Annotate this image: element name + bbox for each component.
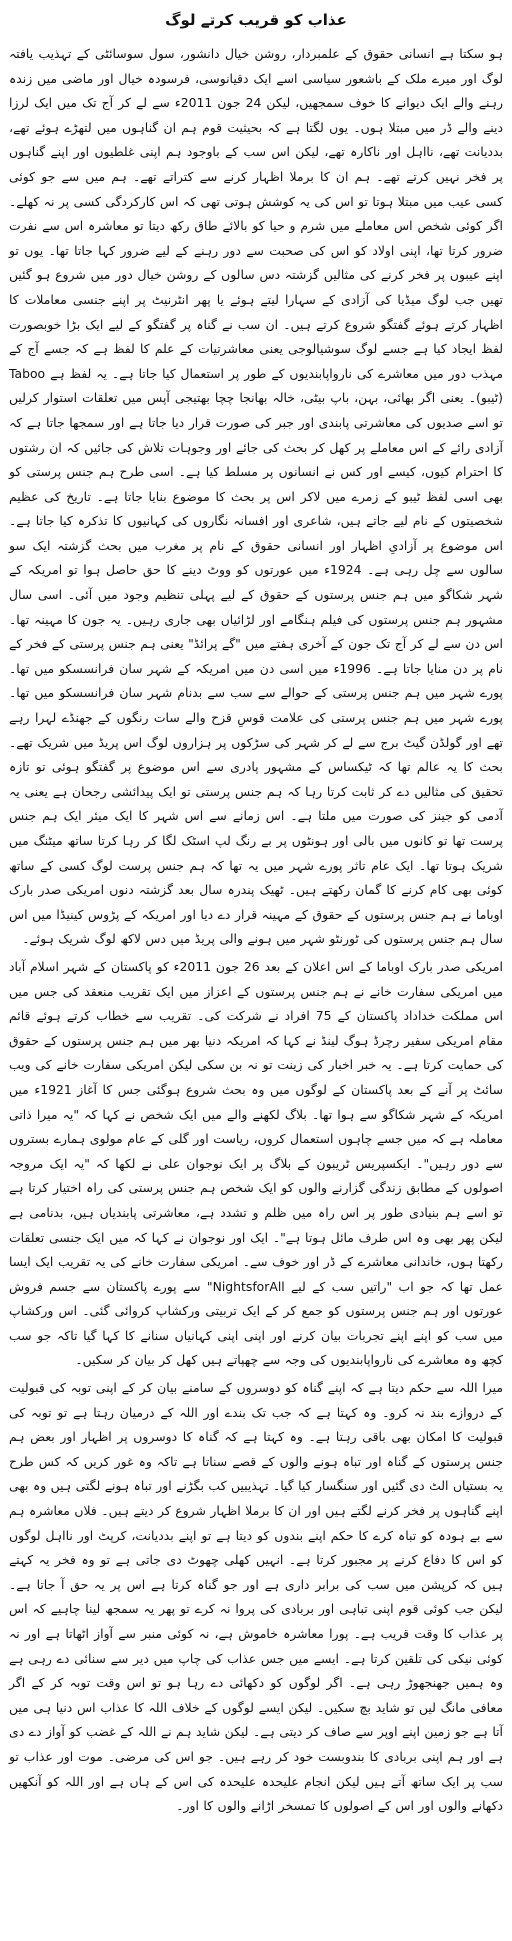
- article-paragraph-3: میرا اللہ سے حکم دیتا ہے کہ اپنے گناہ کو دوسروں کے سامنے بیان کر کے اپنی توبہ کی قبولیت کے دروازے بند نہ کرو۔ وہ کہتا ہے کہ جب تک بندے اور اللہ کے درمیان رہتا ہے تو توبہ کی قبولیت کا امکان بھی باقی رہتا ہے۔ وہ کہتا ہے کہ گناہ کا دوسروں پر اظہار اور بعض ہم جنس پرستوں کے گناہ اور تباہ ہونے والوں کے قصے سناتا ہے تاکہ وہ غور کریں کہ کس طرح یہ بستیاں الٹ دی گئیں اور سنگسار کیا گیا۔ تہذیبیں کب بگڑنے اور تباہ ہونے لگتی ہیں وہ بھی اپنے گناہوں پر فخر کرنے لگتے ہیں اور ان کا برملا اظہار شروع کر دیتے ہیں۔ فلاں معاشرہ ہم سے بے ہودہ کو تباہ کرے کا حکم اپنے بندوں کو دیتا ہے تو اپنے بددیانت، کرپٹ اور نااہل لوگوں کو اس کا دفاع کرنے پر مجبور کرتا ہے۔ انہیں کھلی چھوٹ دی جاتی ہے تو وہ فخر یہ کہتے ہیں کہ کرپشن میں سب کی برابر داری ہے اور جو گناہ کرتا ہے اس پر یہ حق آ جاتا ہے۔ لیکن جب کوئی قوم اپنی تباہی اور بربادی کی پروا نہ کرے تو پھر یہ سمجھ لینا چاہیے کہ اس پر عذاب کا وقت قریب ہے۔ پورا معاشرہ خاموش ہے، نہ کوئی منبر سے آواز اٹھاتا ہے اور نہ کوئی نیکی کی تلقین کرتا ہے۔ ایسے میں جس عذاب کی چاپ میں دیر سے سنائی دے رہی ہے وہ ہمیں جھنجھوڑ رہی ہے۔ اگر لوگوں کو دکھائی دے رہا ہو تو اس وقت توبہ کر کے اگر معافی مانگ لیں تو شاید بچ سکیں۔ لیکن ایسے لوگوں کے خلاف اللہ کا عذاب اس دنیا ہی میں آتا ہے جو زمین اپنے اوپر سے صاف کر دیتی ہے۔ لیکن شاید ہم نے اللہ کے غضب کو آواز دے دی ہے اور ہم اپنی بربادی کا بندوبست خود کر رہے ہیں۔ جو اس کی مرضی۔ موت اور عذاب تو سب پر ایک ساتھ آتے ہیں لیکن انجام علیحدہ علیحدہ کی اس کے ہاں ہے اور اللہ کو آنکھیں دکھانے والوں اور اس کے اصولوں کا تمسخر اڑانے والوں کا اور۔: [9, 1380, 503, 1814]
- article-title: عذاب کو قریب کرتے لوگ: [165, 11, 347, 29]
- article-paragraph-2: امریکی صدر بارک اوباما کے اس اعلان کے بعد 26 جون 2011ء کو پاکستان کے شہر اسلام آباد میں امریکی سفارت خانے نے ہم جنس پرستوں کے اعزاز میں ایک تقریب منعقد کی جس میں اس مملکت خداداد پاکستان کے 75 افراد نے شرکت کی۔ تقریب سے خطاب کرتے ہوئے قائم مقام امریکی سفیر رچرڈ ہوگ لینڈ نے کہا کہ امریکہ دنیا بھر میں ہم جنس پرستوں کے حقوق کی حمایت کرتا ہے۔ یہ خبر اخبار کی زینت تو نہ بن سکی لیکن امریکی سفارت خانے کی ویب سائٹ پر آنے کے بعد پاکستان کے لوگوں میں وہ بحث شروع ہوگئی جس کا آغاز 1921ء میں امریکہ کے شہر شکاگو سے ہوا تھا۔ بلاگ لکھنے والے میں ایک شخص نے کہا کہ "یہ میرا ذاتی معاملہ ہے کہ میں جسے چاہوں استعمال کروں، ریاست اور گلی کے عام مولوی ہمارے بستروں سے دور رہیں"۔ ایکسپریس ٹریبون کے بلاگ پر ایک نوجوان علی نے لکھا کہ "یہ ایک مروجہ اصولوں کے مطابق زندگی گزارنے والوں کو ایک شخص ہم جنس پرستی کی راہ اختیار کرتا ہے تو اسے ہم بنیادی طور پر اس راہ میں ظلم و تشدد ہے، معاشرتی پابندیاں ہیں، بدنامی ہے لیکن پھر بھی وہ اس طرف مائل ہوتا ہے"۔ ایک اور نوجوان نے کہا کہ میں ایک جنسی تعلقات رکھتا ہوں، خاندانی معاشرے کے ڈر اور خوف سے۔ امریکی سفارت خانے کی یہ تقریب ایک ایسا عمل تھا کہ جو اب "راتیں سب کے لیے NightsforAll" سے پورے پاکستان سے جسم فروش عورتوں اور ہم جنس پرستوں کو جمع کر کے ایک تربیتی ورکشاپ کروائی گئی۔ اس ورکشاپ میں سب کو اپنے اپنے تجربات بیان کرنے اور اپنی اپنی کہانیاں سنانے کا کہا گیا تاکہ جو سب کچھ وہ معاشرے کی نارواپابندیوں کی وجہ سے چھپاتے ہیں کھل کر بیان کر سکیں۔: [9, 958, 504, 1368]
- article-paragraph-1: ہو سکتا ہے انسانی حقوق کے علمبردار، روشن خیال دانشور، سول سوسائٹی کے تہذیب یافتہ لوگ اور میرے ملک کے باشعور سیاسی اسے ایک دقیانوسی، فرسودہ خیال اور ماضی میں زندہ رہنے والے ایک دیوانے کا خوف سمجھیں، لیکن 24 جون 2011ء سے لے کر آج تک میں ایک لرزا دینے والے ڈر میں مبتلا ہوں۔ یوں لگتا ہے کہ بحیثیت قوم ہم ان گناہوں میں لتھڑے ہوئے تھے، بددیانت تھے، نااہل اور ناکارہ تھے، لیکن اس سب کے باوجود ہم اپنی غلطیوں اور اپنے گناہوں پر فخر نہیں کرتے تھے۔ ہم ان کا برملا اظہار کرنے سے کتراتے تھے۔ ہم میں سے جو کوئی کسی عیب میں مبتلا ہوتا تو اس کی یہ کوشش ہوتی تھی کہ اس کارکردگی کسی پر نہ کھلے۔ اگر کوئی شخص اس معاملے میں شرم و حیا کو بالائے طاق رکھ دیتا تو معاشرہ اس سے نفرت ضرور کرتا تھا، اپنی اولاد کو اس کی صحبت سے دور رہنے کے لیے ضرور کہا جاتا تھا۔ یوں تو اپنے عیبوں پر فخر کرنے کی مثالیں گزشتہ دس سالوں کے روشن خیال دور میں شروع ہو گئیں تھیں جب لوگ میڈیا کی آزادی کے سہارا لیتے ہوئے یا پھر انٹرنیٹ پر اپنے جنسی معاملات کا اظہار کرتے ہوئے گفتگو شروع کرتے ہیں۔ ان سب نے گناہ پر گفتگو کے لیے ایک بڑا خوبصورت لفظ ایجاد کیا ہے جسے لوگ سوشیالوجی یعنی معاشرتیات کے علم کا لفظ ہے کہ جسے آج کے مہذب دور میں معاشرے کی نارواپابندیوں کے طور پر استعمال کیا جاتا ہے۔ یہ لفظ ہے Taboo (ٹیبو)۔ یعنی اگر بھائی، بہن، باپ بیٹی، خالہ بھانجا چچا بھتیجی آپس میں تعلقات استوار کرلیں تو اسے صدیوں کی معاشرتی پابندی اور جبر کی صورت قرار دیا جاتا ہے اور سمجھا جاتا ہے کہ آزادی رائے کے اس معاملے پر کھل کر بحث کی جائے اور وجوہات تلاش کی جائیں کہ ان رشتوں کا احترام کیوں، کیسے اور کس نے انسانوں پر مسلط کیا ہے۔ اسی طرح ہم جنس پرستی کو بھی اسی لفظ ٹیبو کے زمرے میں لاکر اس پر بحث کا موضوع بنایا جاتا ہے۔ تاریخ کی عظیم شخصیتوں کے نام لیے جاتے ہیں، شاعری اور افسانہ نگاروں کی کہانیوں کا تذکرہ کیا جاتا ہے۔ اس موضوع پر آزادیِ اظہار اور انسانی حقوق کے نام پر مغرب میں بحث گزشتہ ایک سو سالوں سے چل رہی ہے۔ 1924ء میں عورتوں کو ووٹ دینے کا حق حاصل ہوا تو امریکہ کے شہر شکاگو میں ہم جنس پرستوں کے حقوق کے لیے پہلی تنظیم وجود میں آئی۔ اسی سال مشہور ہم جنس پرستوں کی فیلم ہنگامے اور لڑائیاں بھی جاری رہیں۔ یہ جون کا مہینہ تھا۔ اس دن سے لے کر آج تک جون کے آخری ہفتے میں "گے پرائڈ" یعنی ہم جنس پرستی کے فخر کے نام پر دن منایا جاتا ہے۔ 1996ء میں اسی دن میں امریکہ کے شہر سان فرانسسکو میں تھا۔ پورے شہر میں ہم جنس پرستی کے حوالے سے سب سے بدنام شہر سان فرانسسکو میں تھا۔ پورے شہر میں ہم جنس پرستی کی علامت قوسِ قزح والے سات رنگوں کے جھنڈے لہرا رہے تھے اور گولڈن گیٹ برج سے لے کر شہر کی سڑکوں پر ہزاروں لوگ اس پریڈ میں شریک تھے۔ بحث کا یہ عالم تھا کہ ٹیکساس کے مشہور پادری سے اس موضوع پر گفتگو ہوئی تو تازہ تحقیق کی مثالیں دے کر ثابت کرتا رہا کہ ہم جنس پرستی تو ایک پیدائشی رجحان ہے یعنی یہ آدمی کو جینز کی صورت میں ملتا ہے۔ اس زمانے سے اس شہر کا ایک میئر ایک ہم جنس پرست تھا تو کانوں میں بالی اور ہونٹوں پر بے رنگ لپ اسٹک لگا کر رہا کرتا ساتھ میٹنگ میں شریک ہوتا تھا۔ ایک عام تاثر پورے شہر میں یہ تھا کہ ہم جنس پرست لوگ کسی کے ساتھ کوئی بھی کام کرنے کا گمان رکھتے ہیں۔ ٹھیک پندرہ سال بعد گزشتہ دنوں امریکی صدر بارک اوباما نے ہم جنس پرستوں کے حقوق کے مہینہ قرار دے دیا اور امریکہ کے پڑوس کینیڈا میں اس سال ہم جنس پرستوں کی ٹورنٹو شہر میں ہونے والی پریڈ میں دس لاکھ لوگ شریک ہوئے۔: [9, 46, 503, 947]
